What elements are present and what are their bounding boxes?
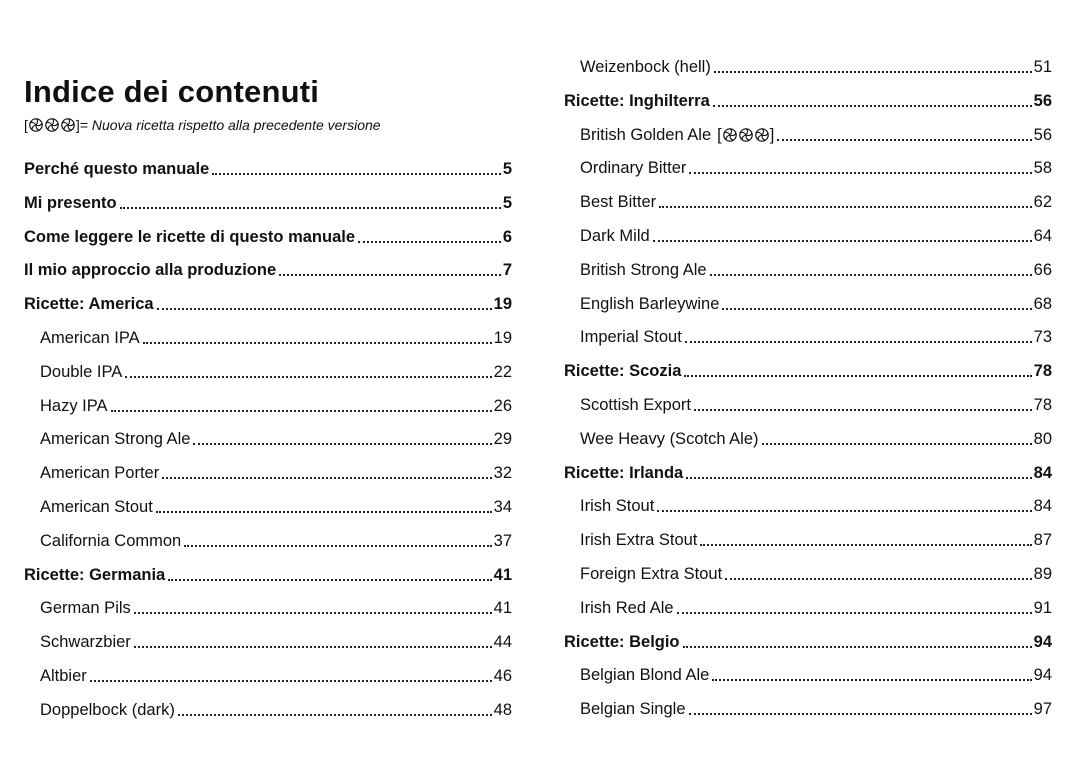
spiral-icons	[722, 128, 770, 142]
toc-entry-title: Ordinary Bitter	[580, 159, 687, 178]
dot-leader	[689, 713, 1032, 715]
right-entry-5[interactable]	[580, 224, 1052, 246]
toc-entry-title-wrap	[40, 363, 122, 382]
dot-leader	[156, 511, 492, 513]
toc-entry-page: 73	[1033, 328, 1052, 347]
dot-leader	[712, 679, 1031, 681]
right-entry-0[interactable]	[580, 55, 1052, 77]
dot-leader	[111, 410, 492, 412]
toc-entry-title: Irish Red Ale	[580, 598, 674, 617]
toc-entry-page: 94	[1033, 632, 1052, 651]
toc-entry-title: California Common	[40, 531, 182, 550]
toc-entry-title-wrap	[580, 227, 650, 246]
toc-entry-page: 41	[493, 565, 512, 584]
dot-leader	[279, 274, 501, 276]
toc-entry-title-wrap	[24, 566, 165, 585]
toc-entry-title-wrap	[580, 700, 686, 719]
toc-entry-page: 58	[1033, 159, 1052, 178]
toc-entry-page: 78	[1033, 396, 1052, 414]
toc-entry-title: Come leggere le ricette di questo manuale	[24, 227, 356, 246]
dot-leader	[178, 714, 492, 716]
toc-entry-title: Ricette: Germania	[24, 565, 166, 584]
toc-entry-page: 94	[1033, 666, 1052, 685]
legend-close-bracket: ]	[75, 117, 80, 133]
toc-entry-page: 89	[1033, 565, 1052, 583]
dot-leader	[157, 308, 492, 310]
toc-entry-title: American Strong Ale	[40, 430, 191, 449]
toc-entry-title-wrap	[40, 430, 190, 449]
dot-leader	[683, 646, 1032, 648]
toc-entry-title-wrap	[24, 228, 355, 247]
toc-entry-title: Irish Stout	[580, 497, 655, 516]
left-entry-13[interactable]	[40, 596, 512, 618]
left-entry-12[interactable]	[24, 563, 512, 585]
toc-entry-page: 62	[1033, 193, 1052, 212]
toc-entry-title-wrap	[580, 497, 654, 516]
dot-leader	[677, 612, 1032, 614]
dot-leader	[134, 646, 492, 648]
left-entry-6[interactable]	[40, 360, 512, 382]
dot-leader	[725, 578, 1031, 580]
toc-entry-page: 26	[493, 396, 512, 415]
dot-leader	[193, 443, 491, 445]
toc-entry-page: 84	[1033, 497, 1052, 516]
right-entry-2[interactable]	[580, 123, 1052, 145]
right-entry-6[interactable]	[580, 258, 1052, 280]
toc-entry-title: Ricette: Belgio	[564, 632, 680, 651]
left-entry-3[interactable]	[24, 258, 512, 280]
toc-entry-title-wrap	[580, 430, 759, 449]
toc-entry-title-wrap	[580, 295, 719, 314]
toc-entry-title: Double IPA	[40, 362, 123, 381]
toc-entry-title: Belgian Single	[580, 700, 686, 719]
toc-entry-page: 7	[502, 261, 512, 280]
dot-leader	[358, 241, 501, 243]
dot-leader	[685, 341, 1032, 343]
toc-entry-title: German Pils	[40, 599, 131, 618]
toc-entry-title: Schwarzbier	[40, 633, 131, 652]
left-entry-14[interactable]	[40, 630, 512, 652]
right-entry-11[interactable]	[580, 427, 1052, 449]
toc-entry-title: Ricette: America	[24, 295, 154, 314]
toc-entry-title-wrap	[40, 498, 153, 517]
toc-entry-title: Foreign Extra Stout	[580, 565, 723, 583]
toc-entry-title-wrap	[40, 329, 140, 348]
toc-entry-page: 5	[502, 193, 512, 212]
left-entry-16[interactable]	[40, 698, 512, 720]
left-entry-7[interactable]	[40, 394, 512, 416]
toc-entry-title-wrap	[40, 667, 87, 686]
legend-open-bracket: [	[24, 117, 28, 133]
toc-entry-title-wrap	[564, 362, 681, 381]
toc-entry-page: 56	[1033, 91, 1052, 110]
new-recipe-legend	[24, 117, 381, 133]
dot-leader	[689, 172, 1031, 174]
toc-entry-page: 34	[493, 498, 512, 516]
toc-entry-title-wrap	[580, 396, 691, 415]
toc-entry-title: American IPA	[40, 329, 140, 347]
toc-entry-title: Mi presento	[24, 193, 117, 212]
toc-entry-title-wrap	[40, 464, 159, 483]
toc-entry-page: 32	[493, 464, 512, 483]
dot-leader	[686, 477, 1031, 479]
new-recipe-mark	[717, 126, 774, 145]
right-entry-16[interactable]	[580, 596, 1052, 618]
dot-leader	[168, 579, 491, 581]
left-entry-1[interactable]	[24, 191, 512, 213]
toc-entry-page: 51	[1033, 58, 1052, 76]
toc-entry-title-wrap	[580, 261, 707, 280]
toc-entry-title-wrap	[580, 193, 656, 212]
toc-entry-title: Perché questo manuale	[24, 160, 210, 178]
right-entry-8[interactable]	[580, 325, 1052, 347]
dot-leader	[184, 545, 491, 547]
toc-entry-title: American Porter	[40, 464, 160, 483]
right-entry-1[interactable]	[564, 89, 1052, 111]
toc-entry-page: 37	[493, 531, 512, 550]
left-entry-11[interactable]	[40, 529, 512, 551]
toc-entry-title: Doppelbock (dark)	[40, 700, 175, 719]
toc-entry-title-wrap	[580, 328, 682, 347]
dot-leader	[684, 375, 1031, 377]
toc-entry-title-wrap	[580, 531, 697, 550]
toc-entry-title: Ricette: Inghilterra	[564, 91, 710, 110]
toc-entry-page: 19	[493, 329, 512, 347]
spiral-icon	[45, 118, 59, 132]
toc-entry-title: Weizenbock (hell)	[580, 58, 711, 76]
toc-entry-title-wrap	[40, 701, 175, 720]
right-entry-13[interactable]	[580, 494, 1052, 516]
toc-entry-title: Il mio approccio alla produzione	[24, 261, 277, 280]
right-entry-10[interactable]	[580, 393, 1052, 415]
toc-entry-title: British Golden Ale	[580, 125, 712, 144]
toc-entry-title-wrap	[580, 666, 709, 685]
spiral-icon	[755, 128, 769, 142]
dot-leader	[777, 139, 1031, 141]
dot-leader	[722, 308, 1031, 310]
dot-leader	[162, 477, 491, 479]
dot-leader	[134, 612, 492, 614]
dot-leader	[710, 274, 1032, 276]
right-entry-3[interactable]	[580, 156, 1052, 178]
toc-entry-title-wrap	[580, 159, 686, 178]
dot-leader	[90, 680, 492, 682]
mark-close-bracket: ]	[769, 125, 775, 144]
left-entry-4[interactable]	[24, 292, 512, 314]
toc-entry-page: 6	[502, 227, 512, 246]
toc-entry-title: Hazy IPA	[40, 396, 108, 415]
left-entry-9[interactable]	[40, 461, 512, 483]
toc-entry-title-wrap	[24, 160, 209, 179]
toc-entry-title-wrap	[564, 633, 680, 652]
toc-entry-page: 84	[1033, 463, 1052, 482]
spiral-icon	[29, 118, 43, 132]
page-title: Indice dei contenuti	[24, 74, 320, 109]
right-entry-15[interactable]	[580, 562, 1052, 584]
toc-entry-title: Scottish Export	[580, 396, 691, 414]
right-entry-9[interactable]	[564, 359, 1052, 381]
dot-leader	[694, 409, 1032, 411]
toc-entry-title-wrap	[564, 92, 710, 111]
spiral-icon	[723, 128, 737, 142]
toc-entry-page: 48	[493, 700, 512, 719]
toc-entry-page: 64	[1033, 227, 1052, 245]
left-entry-15[interactable]	[40, 664, 512, 686]
toc-entry-title: Irish Extra Stout	[580, 531, 698, 550]
right-entry-4[interactable]	[580, 190, 1052, 212]
dot-leader	[125, 376, 491, 378]
right-entry-14[interactable]	[580, 528, 1052, 550]
toc-entry-title-wrap	[40, 532, 181, 551]
dot-leader	[714, 71, 1032, 73]
toc-entry-page: 29	[493, 430, 512, 449]
dot-leader	[700, 544, 1031, 546]
toc-entry-title: Ricette: Irlanda	[564, 463, 684, 482]
left-entry-5[interactable]	[40, 326, 512, 348]
toc-entry-title-wrap	[580, 565, 722, 584]
toc-entry-title: Dark Mild	[580, 227, 650, 245]
dot-leader	[713, 105, 1032, 107]
dot-leader	[120, 207, 501, 209]
dot-leader	[143, 342, 492, 344]
toc-entry-page: 80	[1033, 429, 1052, 448]
right-entry-19[interactable]	[580, 697, 1052, 719]
toc-entry-title-wrap	[580, 126, 774, 145]
toc-entry-title: Imperial Stout	[580, 328, 682, 347]
new-recipe-mark	[28, 118, 76, 132]
dot-leader	[212, 173, 501, 175]
toc-entry-title: English Barleywine	[580, 294, 720, 313]
toc-entry-page: 44	[493, 633, 512, 652]
left-entry-8[interactable]	[40, 427, 512, 449]
mark-open-bracket: [	[717, 125, 722, 144]
left-entry-10[interactable]	[40, 495, 512, 517]
right-entry-7[interactable]	[580, 292, 1052, 314]
toc-entry-page: 41	[493, 599, 512, 618]
toc-entry-title-wrap	[40, 633, 131, 652]
toc-entry-title-wrap	[40, 397, 108, 416]
toc-entry-title-wrap	[580, 599, 674, 618]
toc-entry-title-wrap	[24, 194, 117, 213]
spiral-icon	[61, 118, 75, 132]
toc-entry-title-wrap	[564, 464, 683, 483]
toc-entry-title-wrap	[580, 58, 711, 77]
toc-entry-page: 87	[1033, 531, 1052, 550]
toc-entry-page: 66	[1033, 260, 1052, 279]
toc-entry-page: 46	[493, 667, 512, 685]
toc-entry-title: Wee Heavy (Scotch Ale)	[580, 429, 759, 448]
toc-entry-title: Altbier	[40, 667, 87, 685]
toc-entry-page: 22	[493, 362, 512, 381]
toc-entry-title-wrap	[24, 261, 276, 280]
toc-entry-title-wrap	[24, 295, 154, 314]
toc-entry-page: 19	[493, 295, 512, 314]
toc-entry-title: Belgian Blond Ale	[580, 666, 710, 685]
toc-entry-page: 5	[502, 160, 512, 178]
toc-entry-title-wrap	[40, 599, 131, 618]
toc-entry-page: 91	[1033, 598, 1052, 617]
spiral-icon	[739, 128, 753, 142]
dot-leader	[657, 510, 1031, 512]
dot-leader	[762, 443, 1032, 445]
left-entry-0[interactable]	[24, 157, 512, 179]
right-entry-12[interactable]	[564, 461, 1052, 483]
toc-entry-title: British Strong Ale	[580, 260, 707, 279]
toc-entry-page: 97	[1033, 700, 1052, 719]
dot-leader	[659, 206, 1032, 208]
toc-entry-page: 56	[1033, 125, 1052, 144]
right-entry-18[interactable]	[580, 663, 1052, 685]
toc-entry-title: Ricette: Scozia	[564, 362, 682, 381]
toc-entry-title: Best Bitter	[580, 193, 657, 212]
dot-leader	[653, 240, 1032, 242]
toc-entry-title: American Stout	[40, 498, 153, 516]
toc-entry-page: 78	[1033, 362, 1052, 381]
toc-entry-page: 68	[1033, 294, 1052, 313]
left-entry-2[interactable]	[24, 225, 512, 247]
right-entry-17[interactable]	[564, 630, 1052, 652]
legend-note: = Nuova ricetta rispetto alla precedente versione	[79, 117, 381, 133]
